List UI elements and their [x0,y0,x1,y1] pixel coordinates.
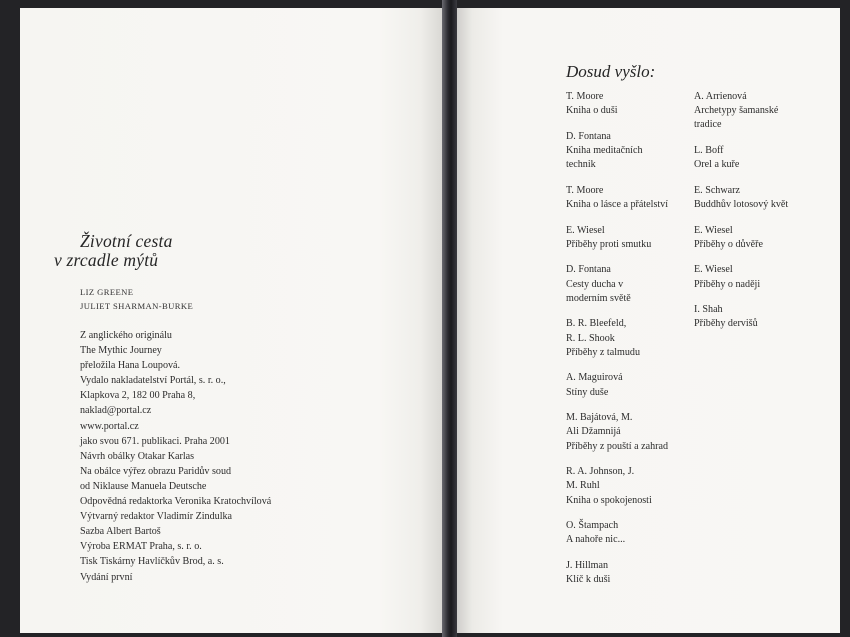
list-item [694,184,814,212]
colophon-line: přeložila Hana Loupová. [80,360,181,372]
entry-title: Kniha o spokojenosti [566,494,652,506]
entry-author: E. Schwarz [694,184,740,196]
entry-author: E. Wiesel [694,264,733,276]
list-item [566,371,691,399]
list-item [566,519,691,547]
entry-title: Buddhův lotosový květ [694,199,789,210]
entry-title: Příběhy o důvěře [694,238,763,250]
list-item [566,130,691,173]
list-item [566,224,691,252]
colophon-line: jako svou 671. publikaci. Praha 2001 [80,435,230,447]
entry-title: Archetypy šamanské tradice [694,105,779,131]
colophon-line: Vydalo nakladatelství Portál, s. r. o., [80,375,226,387]
entry-author: E. Wiesel [694,224,733,236]
colophon [80,328,271,585]
colophon-line: Z anglického originálu [80,330,172,341]
entry-author: I. Shah [694,304,723,316]
series-heading: Dosud vyšlo: [566,62,656,81]
entry-author: B. R. Bleefeld, R. L. Shook [566,318,627,344]
colophon-line: Na obálce výřez obrazu Paridův soud [80,465,232,477]
entry-author: T. Moore [566,91,604,102]
entry-title: Příběhy dervišů [694,318,758,330]
list-item [566,184,691,212]
entry-author: J. Hillman [566,559,609,571]
entry-title: Příběhy z talmudu [566,346,641,358]
entry-author: R. A. Johnson, J. M. Ruhl [566,466,635,492]
list-item [694,224,814,252]
book-title-line2: v zrcadle mýtů [54,250,159,270]
book-title [54,231,173,270]
entry-author: O. Štampach [566,520,619,532]
entry-title: Orel a kuře [694,159,740,171]
entry-title: Klíč k duši [566,574,611,586]
entry-title: A nahoře nic... [566,534,626,546]
entry-author: L. Boff [694,145,724,156]
colophon-line: od Niklause Manuela Deutsche [80,480,207,492]
list-item [566,263,691,306]
entry-author: T. Moore [566,184,604,196]
book-gutter [442,0,457,637]
colophon-line: Tisk Tiskárny Havlíčkův Brod, a. s. [80,556,224,568]
colophon-line: Klapkova 2, 182 00 Praha 8, [80,390,196,402]
list-item [566,317,691,360]
list-item [566,559,691,587]
author-1: LIZ GREENE [80,287,134,297]
entry-author: A. Arrienová [694,91,747,102]
list-item [694,263,814,291]
colophon-line: www.portal.cz [80,420,139,432]
entry-author: D. Fontana [566,264,611,276]
entry-title: Kniha o lásce a přátelství [566,199,669,210]
colophon-line: naklad@portal.cz [80,405,152,417]
list-item [566,411,691,454]
colophon-line: The Mythic Journey [80,345,162,357]
list-item [694,90,814,133]
list-item [694,303,814,331]
list-item [694,144,814,172]
author-2: JULIET SHARMAN-BURKE [80,301,194,311]
entry-author: D. Fontana [566,130,611,142]
series-list-column-1 [566,90,691,599]
authors [80,285,193,313]
entry-title: Příběhy proti smutku [566,238,652,250]
series-list-column-2 [694,90,814,343]
entry-title: Cesty ducha v moderním světě [566,278,631,304]
colophon-line: Odpovědná redaktorka Veronika Kratochvílová [80,496,272,508]
entry-title: Stíny duše [566,386,609,398]
list-item [566,465,691,508]
entry-title: Příběhy z pouští a zahrad [566,440,669,452]
colophon-line: Vydání první [80,571,133,583]
colophon-line: Návrh obálky Otakar Karlas [80,450,195,462]
list-item [566,90,691,118]
entry-title: Kniha o duši [566,105,618,117]
entry-author: A. Maguirová [566,372,623,384]
colophon-line: Sazba Albert Bartoš [80,526,161,538]
colophon-line: Výtvarný redaktor Vladimír Zindulka [80,511,233,523]
entry-author: E. Wiesel [566,224,605,236]
book-title-line1: Životní cesta [80,231,173,251]
colophon-line: Výroba ERMAT Praha, s. r. o. [80,541,202,553]
entry-title: Kniha meditačních technik [566,145,643,171]
entry-author: M. Bajátová, M. Ali Džamnijá [566,412,633,438]
entry-title: Příběhy o naději [694,278,761,290]
